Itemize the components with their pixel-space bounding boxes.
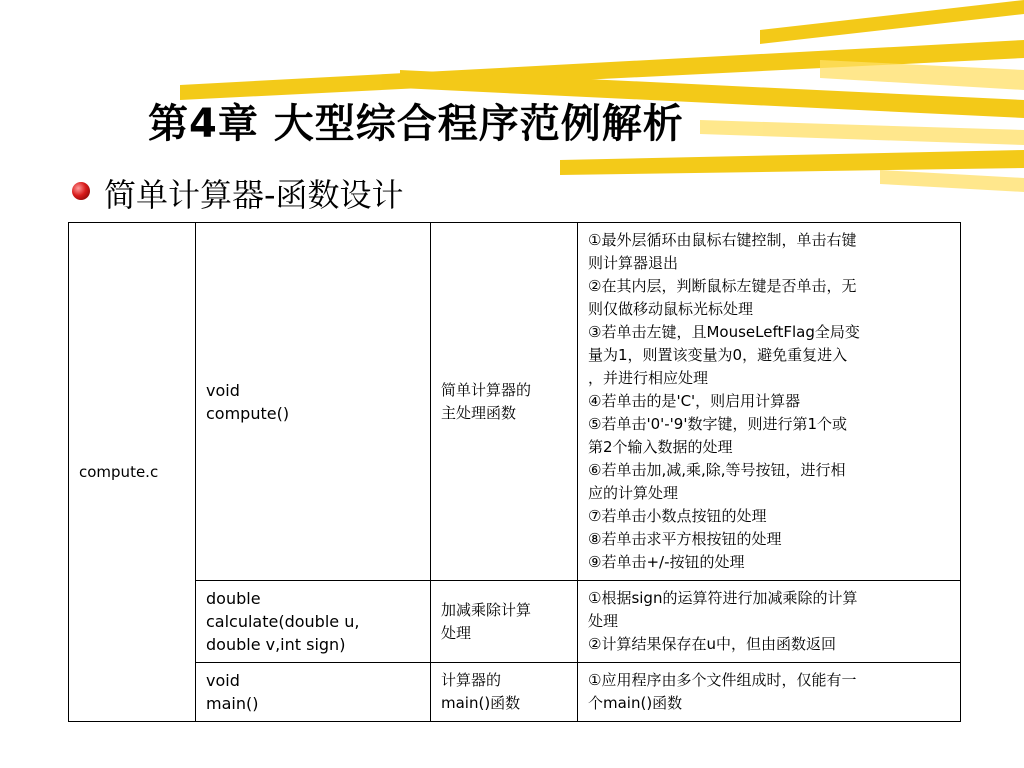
description-line: 则仅做移动鼠标光标处理	[588, 300, 754, 318]
file-name-cell: compute.c	[69, 223, 196, 722]
description-line: ①根据sign的运算符进行加减乘除的计算	[588, 589, 858, 607]
description-line: 处理	[588, 612, 619, 630]
signature-cell	[196, 223, 431, 581]
purpose-line: main()函数	[441, 694, 521, 712]
signature-line: double v,int sign)	[206, 635, 346, 654]
table-row	[69, 223, 961, 581]
purpose-line: 加减乘除计算	[441, 600, 532, 619]
purpose-cell	[431, 581, 578, 663]
description-line: ⑦若单击小数点按钮的处理	[588, 507, 767, 525]
description-line: 则计算器退出	[588, 254, 679, 272]
description-line: ③若单击左键，且MouseLeftFlag全局变	[588, 323, 860, 341]
description-line: ④若单击的是'C'，则启用计算器	[588, 392, 801, 410]
signature-cell	[196, 663, 431, 722]
description-line: ⑨若单击+/-按钮的处理	[588, 553, 745, 571]
purpose-line: 简单计算器的	[441, 380, 532, 399]
signature-line: void	[206, 380, 240, 400]
table-row	[69, 663, 961, 722]
purpose-line: 处理	[441, 623, 472, 642]
description-line: ⑧若单击求平方根按钮的处理	[588, 530, 782, 548]
purpose-line: 计算器的	[441, 671, 502, 689]
description-line: ②计算结果保存在u中，但由函数返回	[588, 635, 836, 653]
signature-line: main()	[206, 694, 259, 713]
description-cell	[578, 223, 961, 581]
purpose-cell	[431, 663, 578, 722]
description-line: ⑥若单击加,减,乘,除,等号按钮，进行相	[588, 461, 846, 479]
signature-line: double	[206, 589, 261, 608]
bullet-icon	[72, 182, 90, 200]
signature-line: void	[206, 671, 240, 690]
slide-subtitle: 简单计算器-函数设计	[104, 176, 404, 214]
description-line: 量为1，则置该变量为0，避免重复进入	[588, 346, 848, 364]
description-line: ①最外层循环由鼠标右键控制，单击右键	[588, 231, 857, 249]
function-table	[68, 222, 961, 722]
description-line: ⑤若单击'0'-'9'数字键，则进行第1个或	[588, 415, 847, 433]
description-cell	[578, 663, 961, 722]
signature-line: calculate(double u,	[206, 612, 360, 631]
description-line: ，并进行相应处理	[588, 369, 709, 387]
description-line: 个main()函数	[588, 694, 683, 712]
description-line: ①应用程序由多个文件组成时，仅能有一	[588, 671, 857, 689]
purpose-cell	[431, 223, 578, 581]
slide-title: 第4章 大型综合程序范例解析	[148, 101, 684, 147]
table-row	[69, 581, 961, 663]
description-line: ②在其内层，判断鼠标左键是否单击，无	[588, 277, 857, 295]
purpose-line: 主处理函数	[441, 403, 517, 422]
signature-line: compute()	[206, 403, 290, 423]
signature-cell	[196, 581, 431, 663]
description-line: 应的计算处理	[588, 484, 679, 502]
description-line: 第2个输入数据的处理	[588, 438, 733, 456]
description-cell	[578, 581, 961, 663]
